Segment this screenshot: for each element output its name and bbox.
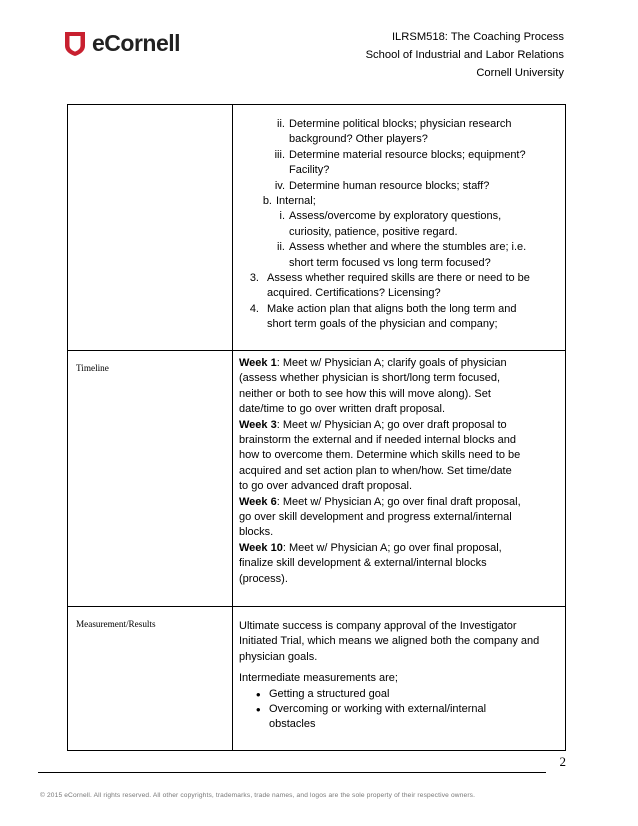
measurement-summary: Ultimate success is company approval of the Investigator Initiated Trial, which means we aligned both the company and physician goals. [239, 620, 540, 663]
copyright-footer: © 2015 eCornell. All rights reserved. All other copyrights, trademarks, trade names, and logos are the sole property of their respective owners. [40, 792, 476, 799]
table-row [68, 351, 566, 607]
university-name: Cornell University [476, 67, 564, 79]
course-title: ILRSM518: The Coaching Process [391, 31, 564, 43]
measurement-label-cell [68, 607, 233, 751]
list-item: i. Assess/overcome by exploratory questions, curiosity, patience, positive regard. [279, 210, 502, 238]
week-entry: Week 10: Meet w/ Physician A; go over final proposal, finalize skill development & external/internal blocks (process). [239, 541, 502, 585]
brand-name: eCornell [92, 30, 181, 56]
intermediate-heading: Intermediate measurements are; [239, 672, 398, 685]
page-number: 2 [559, 754, 566, 769]
list-item: b. Internal; [262, 195, 316, 208]
list-item: ii. Determine political blocks; physician research background? Other players? [277, 118, 512, 146]
timeline-label-cell [68, 351, 233, 607]
list-item: • Getting a structured goal [239, 687, 561, 702]
timeline-cell [233, 351, 566, 607]
measurement-cell [233, 607, 566, 751]
week-entry: Week 1: Meet w/ Physician A; clarify goals of physician (assess whether physician is short/long term focused, neither or both to see how this will move along). Set date/time to go over written draft proposal. [239, 357, 507, 416]
week-entry: Week 6: Meet w/ Physician A; go over final draft proposal, go over skill development and progress external/internal blocks. [239, 495, 521, 539]
list-item: iii. Determine material resource blocks; equipment? Facility? [274, 148, 526, 177]
timeline-label: Timeline [76, 363, 109, 373]
measurement-label: Measurement/Results [76, 619, 156, 629]
list-item: 4. Make action plan that aligns both the long term and short term goals of the physician and company; [249, 302, 517, 331]
plan-cell [233, 105, 566, 351]
empty-label-cell [68, 105, 233, 351]
page-header [366, 28, 564, 82]
week-entry: Week 3: Meet w/ Physician A; go over draft proposal to brainstorm the external and if needed internal blocks and how to overcome them. Determine which skills need to be acquired and set action plan to when/how. Set time/date to go over advanced draft proposal. [239, 418, 521, 493]
shield-icon [64, 31, 86, 57]
list-item: 3. Assess whether required skills are there or need to be acquired. Certifications? Licensing? [249, 272, 530, 300]
content-table [67, 104, 566, 751]
table-row [68, 105, 566, 351]
table-row [68, 607, 566, 751]
list-item: ii. Assess whether and where the stumbles are; i.e. short term focused vs long term focused? [277, 241, 527, 269]
school-name: School of Industrial and Labor Relations [365, 49, 564, 61]
list-item: iv. Determine human resource blocks; staff? [274, 179, 490, 192]
ecornell-logo [64, 30, 180, 57]
list-item: • Overcoming or working with external/internal obstacles [239, 702, 561, 733]
footer-divider [38, 772, 546, 773]
